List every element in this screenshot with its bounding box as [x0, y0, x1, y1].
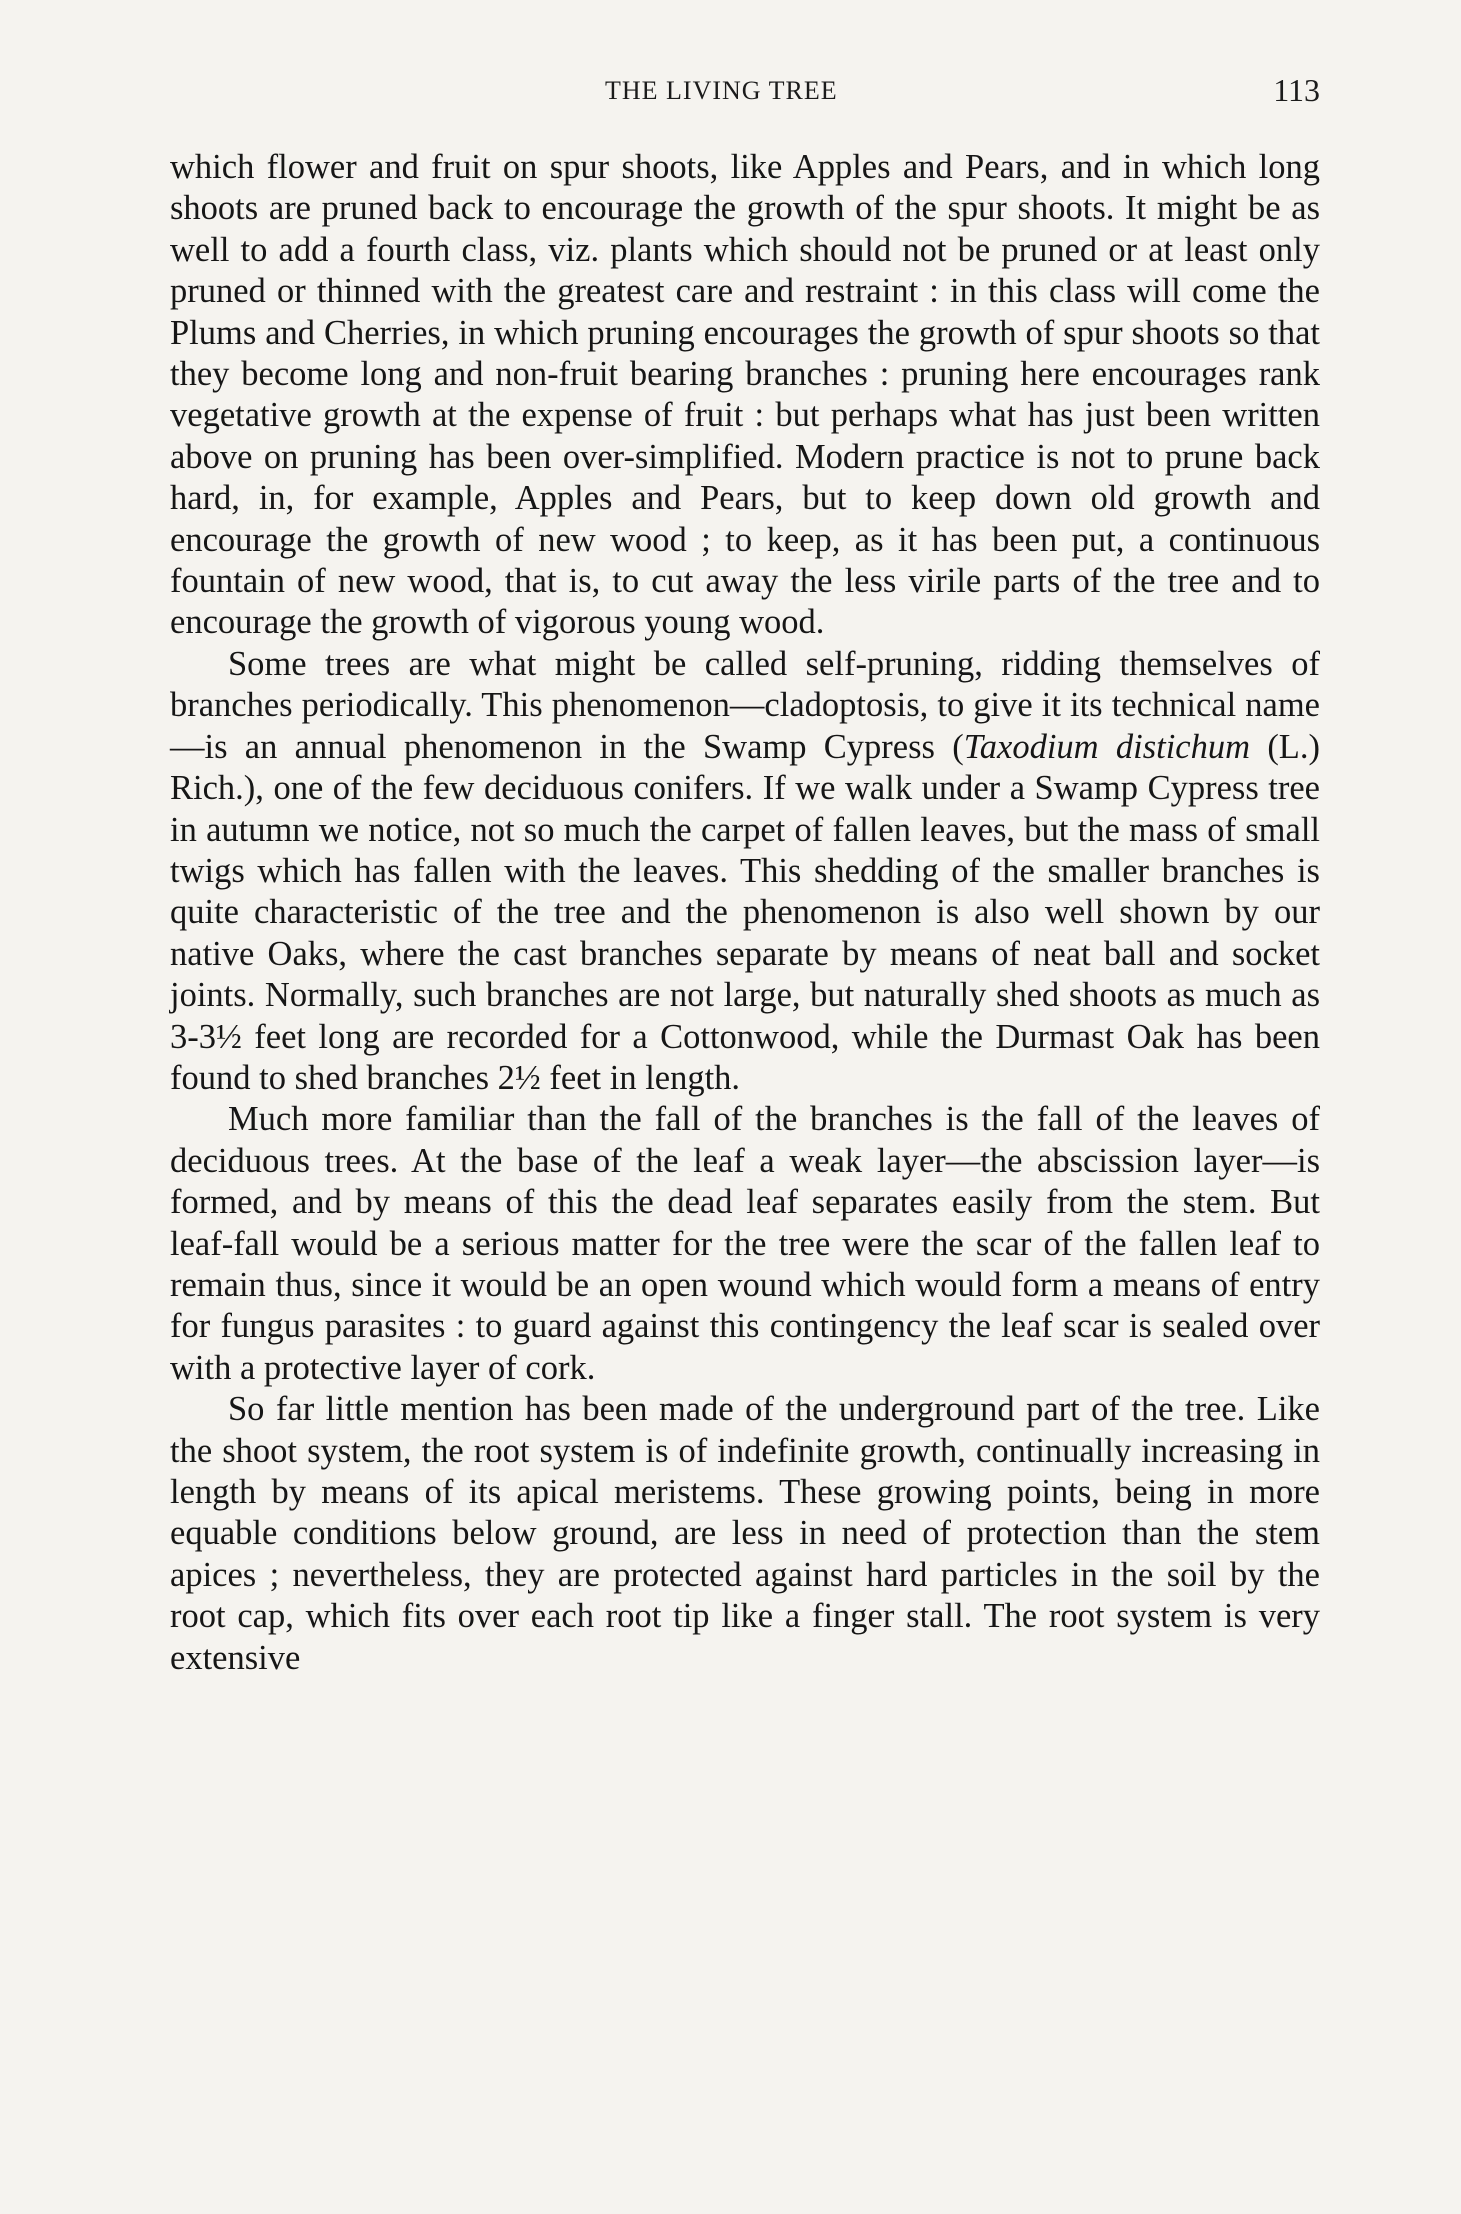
paragraph-text-before-italic: Some trees are what might be called self-pruning, ridding themselves of branches periodically. This phenomenon—cladoptosis, to give it its technical name—is an annual phenomenon in the Swamp Cypress (	[170, 644, 1320, 766]
paragraph-text: which flower and fruit on spur shoots, like Apples and Pears, and in which long shoots are pruned back to encourage the growth of the spur shoots. It might be as well to add a fourth class, viz. plants which should not be pruned or at least only pruned or thinned with the greatest care and restraint : in this class will come the Plums and Cherries, in which pruning encourages the growth of spur shoots so that they become long and non-fruit bearing branches : pruning here encourages rank vegetative growth at the expense of fruit : but perhaps what has just been written above on pruning has been over-simplified. Modern practice is not to prune back hard, in, for example, Apples and Pears, but to keep down old growth and encourage the growth of new wood ; to keep, as it has been put, a continuous fountain of new wood, that is, to cut away the less virile parts of the tree and to encourage the growth of vigorous young wood.	[170, 148, 1320, 642]
italic-species-name: Taxodium distichum	[963, 727, 1251, 766]
running-title: THE LIVING TREE	[605, 76, 838, 105]
paragraph-leaf-fall	[170, 1099, 1320, 1389]
paragraph-self-pruning	[170, 644, 1320, 1099]
paragraph-pruning-continued	[170, 147, 1320, 644]
paragraph-text-after-italic: (L.) Rich.), one of the few deciduous conifers. If we walk under a Swamp Cypress tree in autumn we notice, not so much the carpet of fallen leaves, but the mass of small twigs which has fallen with the leaves. This shedding of the smaller branches is quite characteristic of the tree and the phenomenon is also well shown by our native Oaks, where the cast branches separate by means of neat ball and socket joints. Normally, such branches are not large, but naturally shed shoots as much as 3-3½ feet long are recorded for a Cottonwood, while the Durmast Oak has been found to shed branches 2½ feet in length.	[170, 727, 1321, 1097]
paragraph-text: Much more familiar than the fall of the branches is the fall of the leaves of deciduous trees. At the base of the leaf a weak layer—the abscission layer—is formed, and by means of this the dead leaf separates easily from the stem. But leaf-fall would be a serious matter for the tree were the scar of the fallen leaf to remain thus, since it would be an open wound which would form a means of entry for fungus parasites : to guard against this contingency the leaf scar is sealed over with a protective layer of cork.	[170, 1100, 1320, 1387]
running-head	[170, 72, 1320, 116]
paragraph-root-system	[170, 1389, 1320, 1679]
body-text	[170, 147, 1320, 1679]
paragraph-text: So far little mention has been made of the underground part of the tree. Like the shoot system, the root system is of indefinite growth, continually increasing in length by means of its apical meristems. These growing points, being in more equable conditions below ground, are less in need of protection than the stem apices ; nevertheless, they are protected against hard particles in the soil by the root cap, which fits over each root tip like a finger stall. The root system is very extensive	[170, 1390, 1320, 1677]
page-number: 113	[1273, 72, 1320, 108]
